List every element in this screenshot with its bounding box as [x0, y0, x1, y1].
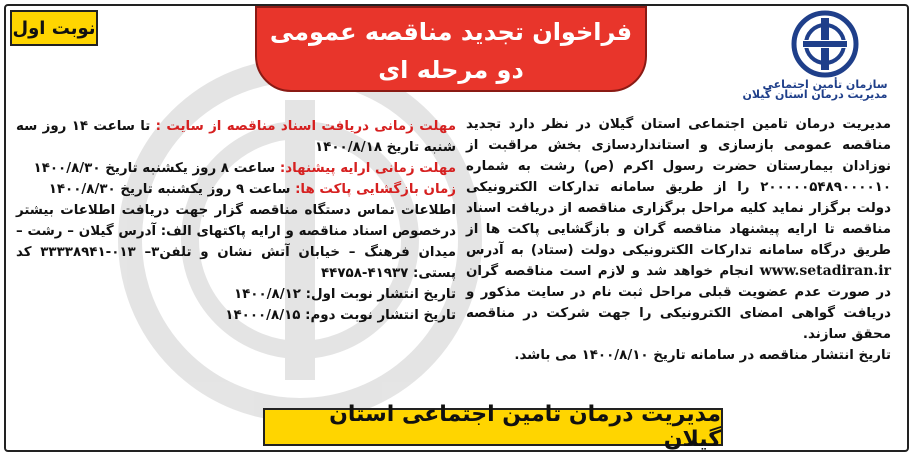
opening-time-value: ساعت ۹ روز یکشنبه تاریخ ۱۴۰۰/۸/۳۰ — [48, 182, 291, 197]
banner-title-line1: فراخوان تجدید مناقصه عمومی — [269, 18, 633, 46]
second-publication-date: تاریخ انتشار نوبت دوم: ۱۴۰۰۰/۸/۱۵ — [225, 308, 456, 323]
tamin-logo-icon — [762, 10, 888, 91]
setad-url-link[interactable]: www.setadiran.ir — [759, 263, 891, 279]
submit-deadline-label: مهلت زمانی ارایه پیشنهاد: — [279, 161, 456, 176]
tender-details — [16, 116, 456, 326]
banner-title-line2: دو مرحله ای — [378, 56, 524, 84]
footer-org-name: مدیریت درمان تامین اجتماعی استان گیلان — [263, 408, 723, 446]
contact-info: اطلاعات تماس دستگاه مناقصه گزار جهت دریافت اطلاعات بیشتر درخصوص اسناد مناقصه و ارایه پاکتهای الف: آدرس گیلان – رشت – میدان فرهنگ – خیابان آتش نشان و تلفن۳– ۰۱۳-۳۳۳۳۸۹۴۱ کد پستی: ۴۱۹۳۷-۴۴۷۵۸ — [16, 203, 456, 281]
submit-deadline-value: ساعت ۸ روز یکشنبه تاریخ ۱۴۰۰/۸/۳۰ — [33, 161, 276, 176]
publication-date-note: تاریخ انتشار مناقصه در سامانه تاریخ ۱۴۰۰/۸/۱۰ می باشد. — [514, 348, 891, 363]
first-publication-date: تاریخ انتشار نوبت اول: ۱۴۰۰/۸/۱۲ — [233, 287, 456, 302]
receive-deadline-value: تا ساعت ۱۴ روز سه شنبه تاریخ ۱۴۰۰/۸/۱۸ — [16, 119, 456, 155]
logo-subtitle: مدیریت درمان استان گیلان — [742, 88, 888, 101]
issue-badge: نوبت اول — [10, 10, 98, 46]
main-announcement-text — [466, 114, 891, 366]
org-name-text: سازمان تأمین اجتماعی — [762, 78, 888, 91]
title-banner — [255, 6, 647, 92]
receive-deadline-label: مهلت زمانی دریافت اسناد مناقصه از سایت : — [155, 119, 456, 134]
announcement-body: مدیریت درمان تامین اجتماعی استان گیلان در نظر دارد تجدید مناقصه عمومی بازسازی و استاندارد‌سازی بخش مراقبت از نوزادان بیمارستان حضرت رسول اکرم (ص) رشت به شماره ۲۰۰۰۰۰۵۴۸۹۰۰۰۰۱۰ را از طریق سامانه تدارکات الکترونیکی دولت برگزار نماید کلیه مراحل برگزاری مناقصه از دریافت اسناد مناقصه تا ارایه پیشنهاد مناقصه گران و بازگشایی پاکت ها از طریق درگاه سامانه تدارکات الکترونیکی دولت (ستاد) به آدرس — [466, 117, 891, 258]
opening-time-label: زمان بازگشایی پاکت ها: — [295, 182, 456, 197]
announcement-body-cont: انجام خواهد شد و لازم است مناقصه گران در صورت عدم عضویت قبلی مراحل ثبت نام در سایت مذکور و دریافت گواهی امضای الکترونیکی را جهت شرکت در مناقصه محقق سازند. — [466, 264, 891, 342]
